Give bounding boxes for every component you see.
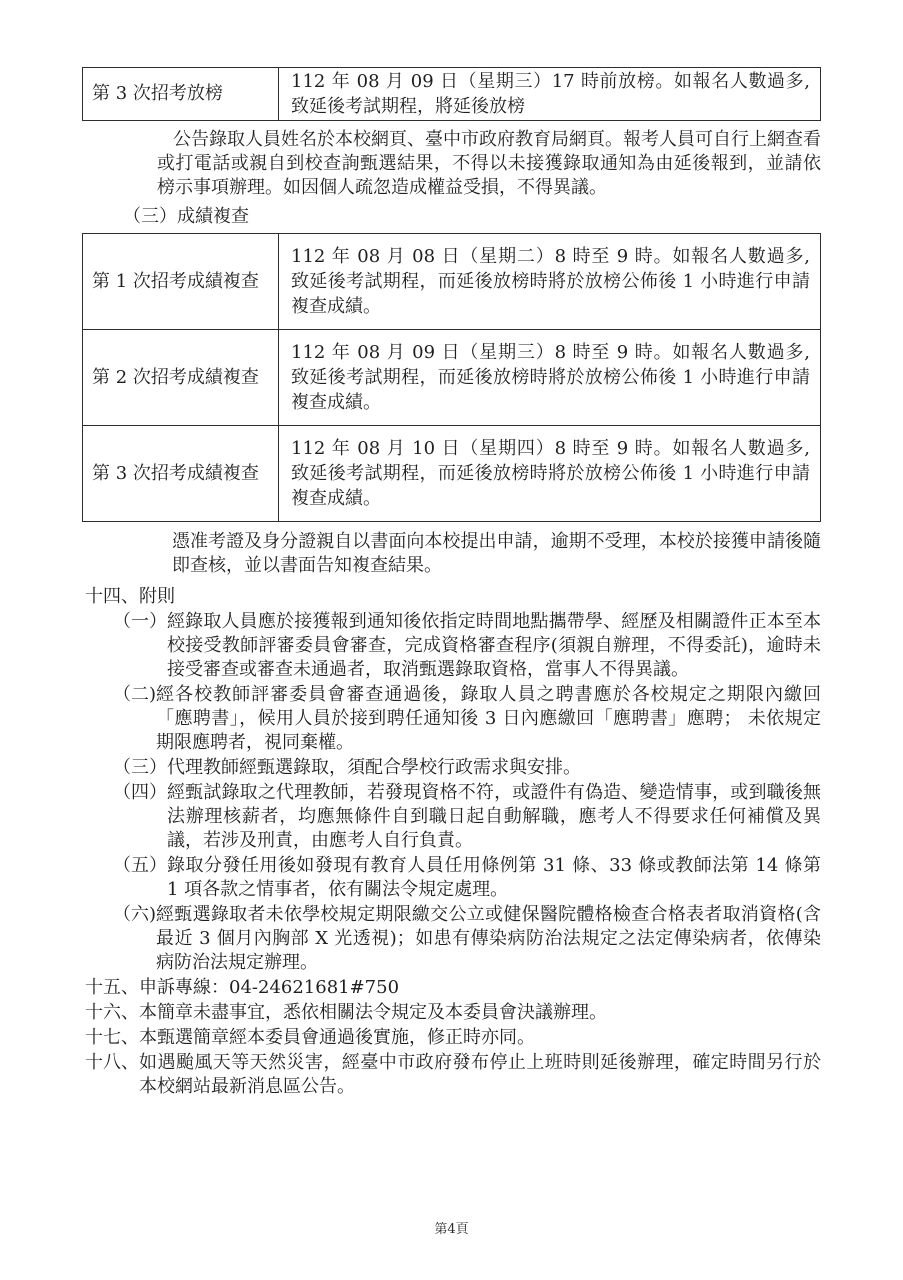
list-item	[113, 683, 821, 755]
score-review-heading: （三）成績複查	[123, 206, 249, 227]
release-schedule-table	[82, 67, 821, 121]
item-text: 代理教師經甄選錄取，須配合學校行政需求與安排。	[167, 757, 581, 778]
section-text: 本甄選簡章經本委員會通過後實施，修正時亦同。	[139, 1027, 535, 1048]
section-text: 本簡章未盡事宜，悉依相關法令規定及本委員會決議辦理。	[139, 1002, 607, 1023]
item-text: 錄取分發任用後如發現有教育人員任用條例第 31 條、33 條或教師法第 14 條第 1 項各款之情事者，依有關法令規定處理。	[167, 855, 821, 900]
table-row	[83, 234, 821, 330]
row-content-cell: 112 年 08 月 09 日（星期三）8 時至 9 時。如報名人數過多, 致延後考試期程，而延後放榜時將於放榜公佈後 1 小時進行申請複查成績。	[279, 330, 821, 426]
item-marker: （二)	[113, 684, 157, 705]
section-15	[85, 976, 821, 1000]
row-content-cell: 112 年 08 月 08 日（星期二）8 時至 9 時。如報名人數過多, 致延後考試期程，而延後放榜時將於放榜公佈後 1 小時進行申請複查成績。	[279, 234, 821, 330]
item-marker: （三）	[113, 757, 167, 778]
list-item	[113, 610, 821, 682]
row-label-cell: 第 2 次招考成績複查	[83, 330, 279, 426]
announce-paragraph: 公告錄取人員姓名於本校網頁、臺中市政府教育局網頁。報考人員可自行上網查看或打電話或親自到校查詢甄選結果，不得以未接獲錄取通知為由延後報到，並請依榜示事項辦理。如因個人疏忽造成權益受損，不得異議。	[157, 129, 821, 198]
review-apply-paragraph: 憑准考證及身分證親自以書面向本校提出申請，逾期不受理，本校於接獲申請後隨即查核，並以書面告知複查結果。	[172, 531, 821, 576]
section-text: 如遇颱風天等天然災害，經臺中市政府發布停止上班時則延後辦理，確定時間另行於本校網站最新消息區公告。	[139, 1052, 821, 1097]
item-marker: （四）	[113, 782, 167, 803]
item-text: 經各校教師評審委員會審查通過後，錄取人員之聘書應於各校規定之期限內繳回「應聘書」，候用人員於接到聘任通知後 3 日內應繳回「應聘書」應聘； 未依規定期限應聘者，視同棄權。	[156, 684, 821, 753]
list-item	[113, 756, 821, 780]
item-text: 經甄試錄取之代理教師，若發現資格不符，或證件有偽造、變造情事，或到職後無法辦理核薪者，均應無條件自到職日起自動解職，應考人不得要求任何補償及異議，若涉及刑責，由應考人自行負責。	[167, 782, 821, 851]
section-marker: 十八、	[85, 1052, 139, 1073]
list-item	[113, 781, 821, 853]
row-content-cell: 112 年 08 月 10 日（星期四）8 時至 9 時。如報名人數過多, 致延後考試期程，而延後放榜時將於放榜公佈後 1 小時進行申請複查成績。	[279, 426, 821, 522]
row-label-cell: 第 3 次招考放榜	[83, 68, 279, 121]
table-row	[83, 68, 821, 121]
row-label-cell: 第 1 次招考成績複查	[83, 234, 279, 330]
section-18	[85, 1051, 821, 1099]
item-marker: （六)	[113, 904, 157, 925]
item-marker: （一）	[113, 611, 167, 632]
item-marker: （五）	[113, 855, 167, 876]
section-14-heading	[85, 585, 821, 609]
section-title: 附則	[139, 586, 175, 607]
score-review-table	[82, 233, 821, 522]
document-content	[85, 67, 821, 1099]
item-text: 經甄選錄取者未依學校規定期限繳交公立或健保醫院體格檢查合格表者取消資格(含最近 3 個月內胸部 X 光透視)；如患有傳染病防治法規定之法定傳染病者，依傳染病防治法規定辦理。	[156, 904, 821, 973]
item-text: 經錄取人員應於接獲報到通知後依指定時間地點攜帶學、經歷及相關證件正本至本校接受教師評審委員會審查，完成資格審查程序(須親自辦理，不得委託)，逾時未接受審查或審查未通過者，取消甄選錄取資格，當事人不得異議。	[167, 611, 821, 680]
table-row	[83, 426, 821, 522]
section-text: 申訴專線：04-24621681#750	[139, 977, 400, 998]
appendix-item-list	[113, 610, 821, 975]
list-item	[113, 903, 821, 975]
section-marker: 十四、	[85, 586, 139, 607]
table-row	[83, 330, 821, 426]
row-content-cell: 112 年 08 月 09 日（星期三）17 時前放榜。如報名人數過多, 致延後考試期程，將延後放榜	[279, 68, 821, 121]
section-16	[85, 1001, 821, 1025]
list-item	[113, 854, 821, 902]
section-marker: 十七、	[85, 1027, 139, 1048]
page-footer: 第4頁	[434, 1222, 469, 1237]
section-17	[85, 1026, 821, 1050]
section-marker: 十五、	[85, 977, 139, 998]
row-label-cell: 第 3 次招考成績複查	[83, 426, 279, 522]
section-marker: 十六、	[85, 1002, 139, 1023]
